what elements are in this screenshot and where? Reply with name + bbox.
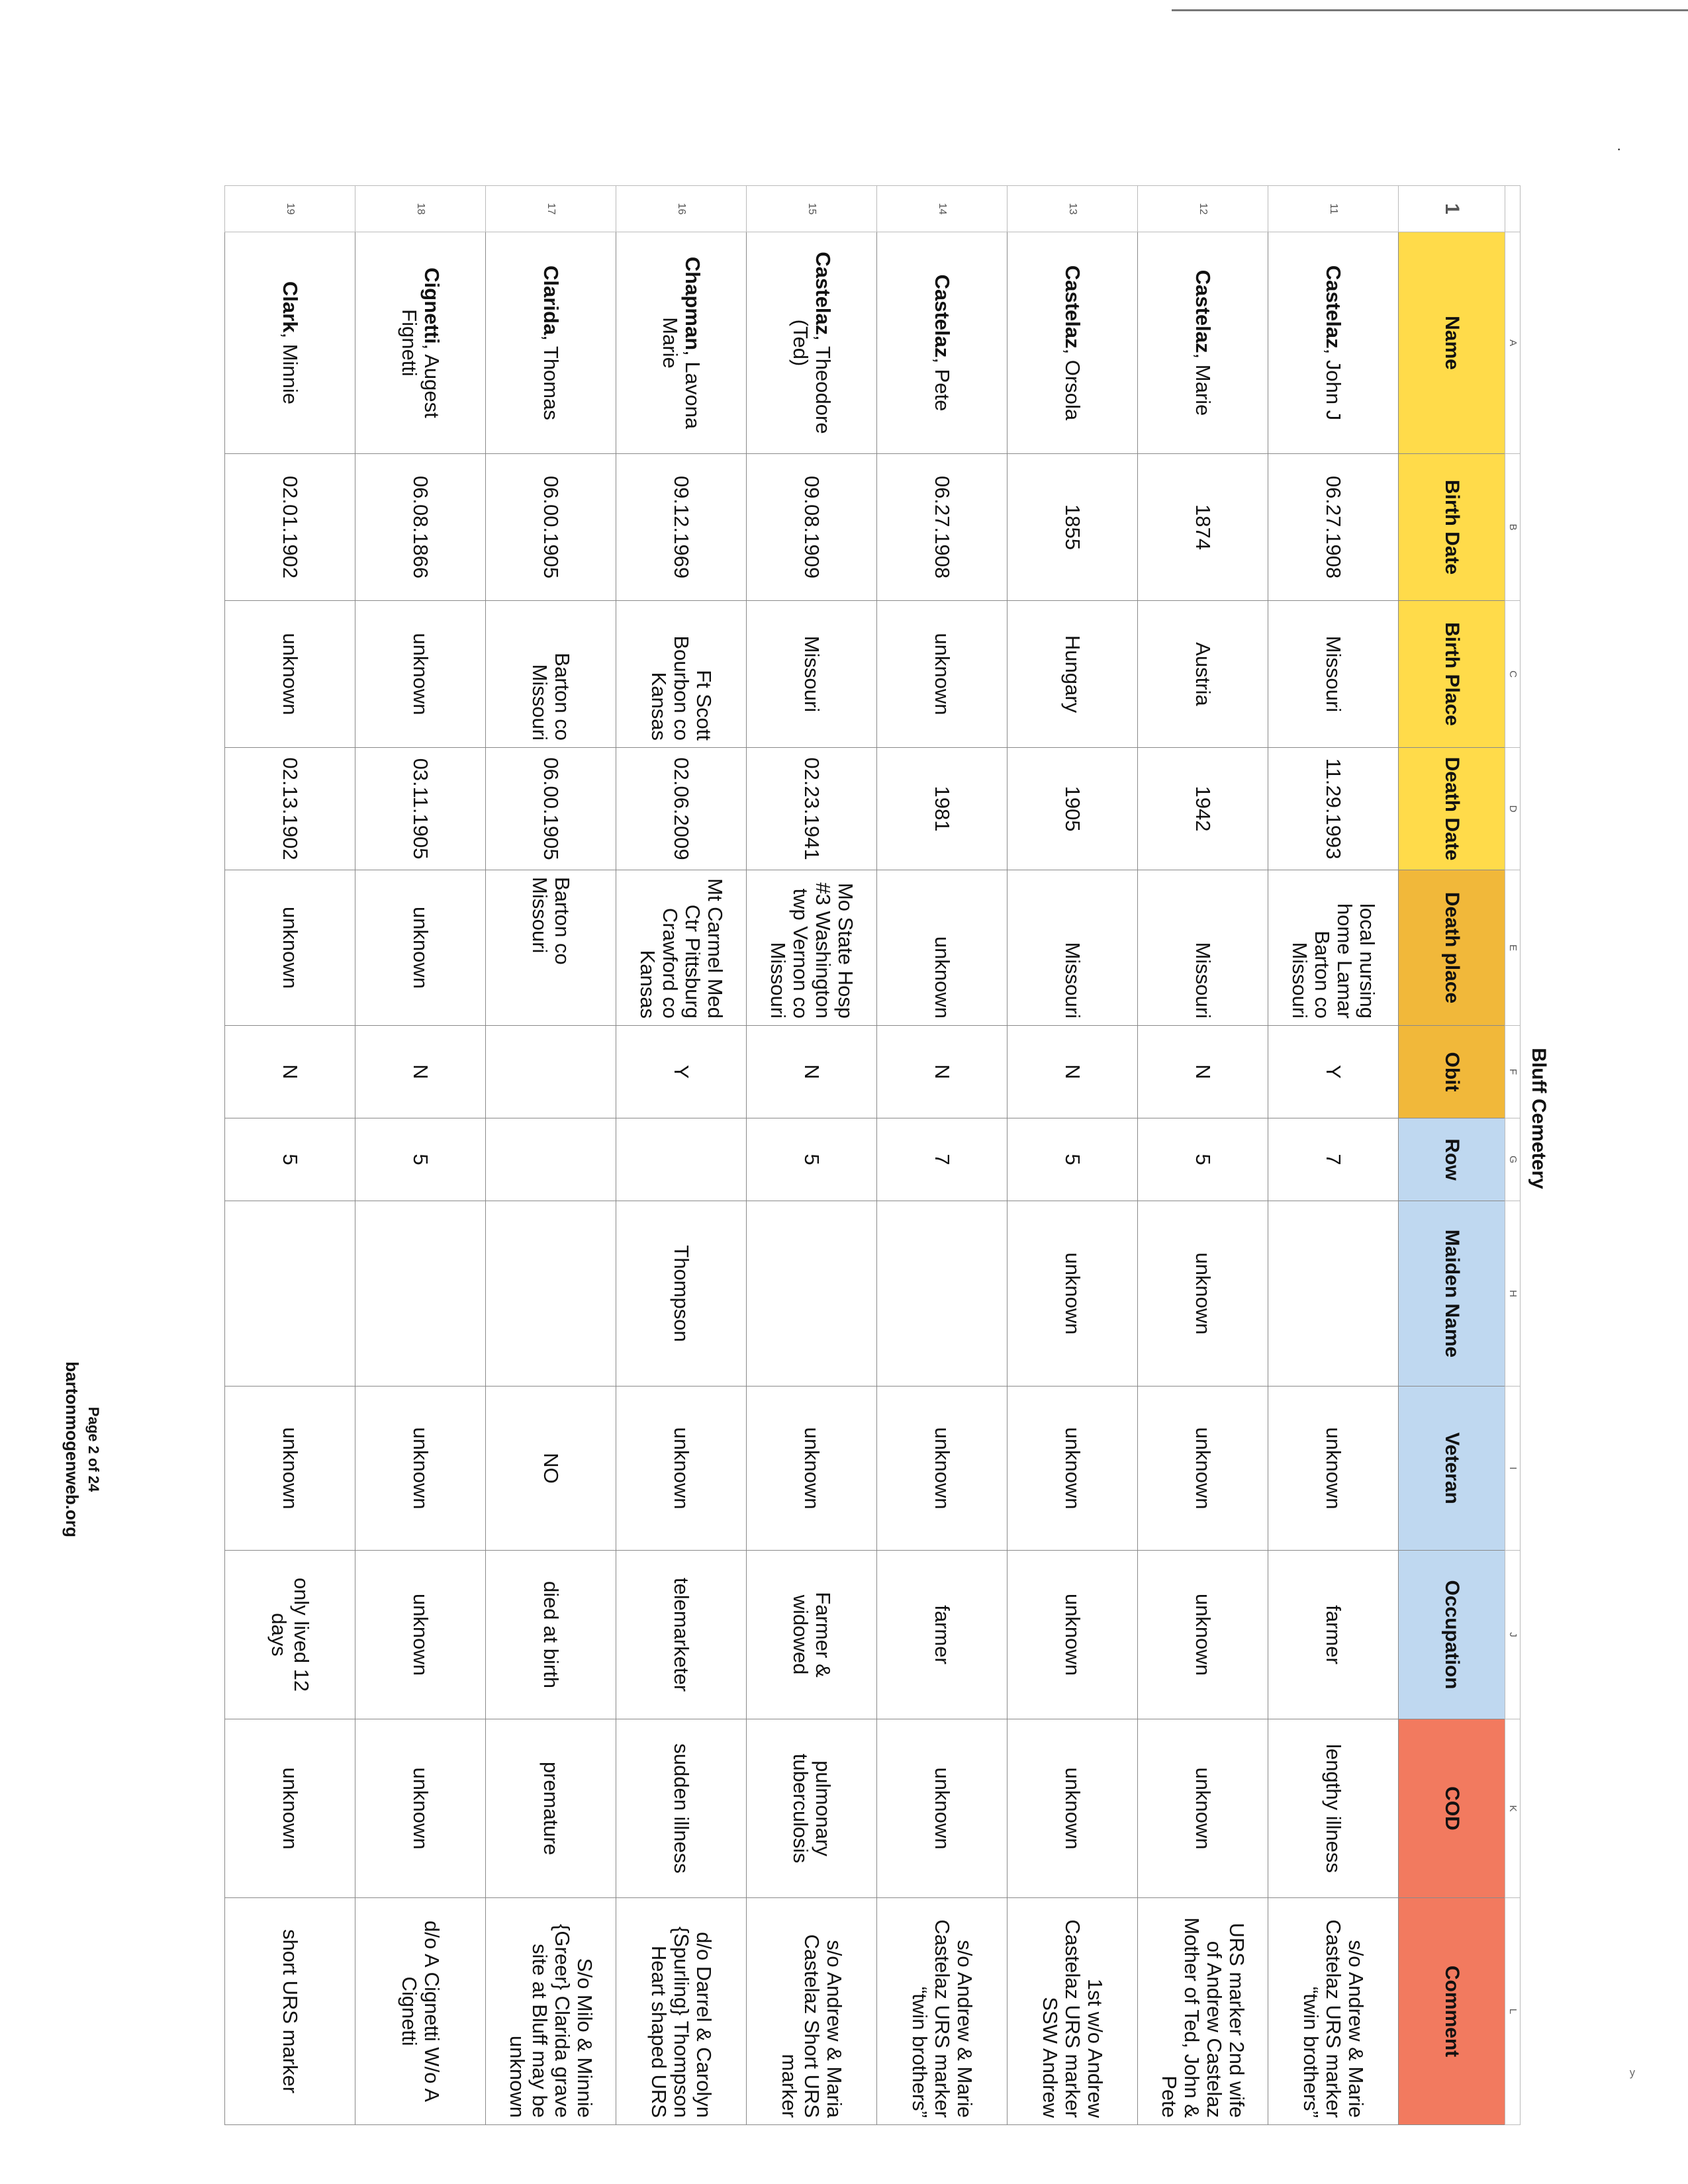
given-name: , Minnie [279,332,302,405]
comment-cell: s/o Andrew & Marie Castelaz URS marker “twin brothers” [1268,1898,1399,2125]
occupation-cell: Farmer & widowed [747,1551,877,1719]
birth-date-cell: 02.01.1902 [225,454,355,601]
birth-place-cell: unknown [355,601,486,748]
header-occupation: Occupation [1399,1551,1505,1719]
surname: Cignetti [420,267,444,344]
obit-cell: Y [616,1026,747,1118]
surname: Castelaz [1322,265,1345,349]
header-death-place: Death place [1399,870,1505,1026]
corner-cell [1505,186,1521,232]
veteran-cell: unknown [1008,1387,1138,1551]
column-letter: K [1505,1719,1521,1898]
given-name: , Marie [1192,353,1215,416]
column-letter: G [1505,1118,1521,1201]
occupation-cell: telemarketer [616,1551,747,1719]
column-letter: E [1505,870,1521,1026]
death-date-cell: 03.11.1905 [355,748,486,870]
cod-cell: unknown [1008,1719,1138,1898]
header-name: Name [1399,232,1505,454]
header-birth-date: Birth Date [1399,454,1505,601]
surname: Castelaz [1192,269,1215,353]
maiden-name-cell [1268,1201,1399,1387]
birth-place-cell: Missouri [747,601,877,748]
comment-cell: URS marker 2nd wife of Andrew Castelaz Mother of Ted, John & Pete [1138,1898,1268,2125]
death-place-cell: Mt Carmel Med Ctr Pittsburg Crawford co Kansas [616,870,747,1026]
occupation-cell: farmer [1268,1551,1399,1719]
column-letter: D [1505,748,1521,870]
surname: Chapman [681,256,704,351]
header-comment: Comment [1399,1898,1505,2125]
row-number: 13 [1008,186,1138,232]
veteran-cell: unknown [1268,1387,1399,1551]
maiden-name-cell [747,1201,877,1387]
rotated-spreadsheet-page [63,99,1559,2138]
death-date-cell: 1905 [1008,748,1138,870]
surname: Castelaz [931,274,954,358]
row-cell: 5 [225,1118,355,1201]
row-cell: 5 [747,1118,877,1201]
name-cell [616,232,747,454]
birth-place-cell: Ft Scott Bourbon co Kansas [616,601,747,748]
column-letter: F [1505,1026,1521,1118]
given-name: , Lavona Marie [659,317,704,430]
obit-cell [486,1026,616,1118]
row-number: 17 [486,186,616,232]
veteran-cell: unknown [616,1387,747,1551]
comment-cell: S/o Milo & Minnie {Greer} Clarida grave site at Bluff may be unknown [486,1898,616,2125]
header-obit: Obit [1399,1026,1505,1118]
veteran-cell: unknown [747,1387,877,1551]
header-cod: COD [1399,1719,1505,1898]
row-cell: 5 [1008,1118,1138,1201]
page-footer [62,1317,104,1582]
death-date-cell: 1981 [877,748,1008,870]
cod-cell: unknown [877,1719,1008,1898]
column-letter-row [1505,186,1521,2125]
occupation-cell: only lived 12 days [225,1551,355,1719]
name-cell [1138,232,1268,454]
cod-cell: premature [486,1719,616,1898]
name-cell [355,232,486,454]
comment-cell: s/o Andrew & Maria Castelaz Short URS marker [747,1898,877,2125]
birth-place-cell: unknown [225,601,355,748]
site-name: bartonmogenweb.org [62,1361,82,1537]
birth-date-cell: 1855 [1008,454,1138,601]
birth-date-cell: 09.08.1909 [747,454,877,601]
veteran-cell: unknown [877,1387,1008,1551]
death-place-cell: local nursing home Lamar Barton co Missouri [1268,870,1399,1026]
given-name: , Pete [931,357,954,412]
maiden-name-cell: unknown [1008,1201,1138,1387]
row-number: 1 [1399,186,1505,232]
name-cell [1268,232,1399,454]
row-cell: 7 [877,1118,1008,1201]
obit-cell: N [1008,1026,1138,1118]
death-date-cell: 1942 [1138,748,1268,870]
name-cell [1008,232,1138,454]
row-cell: 5 [355,1118,486,1201]
cod-cell: pulmonary tuberculosis [747,1719,877,1898]
death-date-cell: 06.00.1905 [486,748,616,870]
column-letter: A [1505,232,1521,454]
comment-cell: s/o Andrew & Marie Castelaz URS marker “twin brothers” [877,1898,1008,2125]
birth-place-cell: Barton co Missouri [486,601,616,748]
table-row [355,186,486,2125]
header-maiden-name: Maiden Name [1399,1201,1505,1387]
row-number: 18 [355,186,486,232]
given-name: , Theodore (Ted) [789,319,835,434]
column-letter: C [1505,601,1521,748]
name-cell [486,232,616,454]
death-place-cell: Missouri [1008,870,1138,1026]
sheet-title: Bluff Cemetery [1528,1048,1550,1189]
occupation-cell: died at birth [486,1551,616,1719]
row-cell [486,1118,616,1201]
birth-date-cell: 1874 [1138,454,1268,601]
page-number: Page 2 of 24 [85,1406,102,1492]
row-number: 14 [877,186,1008,232]
comment-cell: 1st w/o Andrew Castelaz URS marker SSW Andrew [1008,1898,1138,2125]
comment-cell: short URS marker [225,1898,355,2125]
header-row-col: Row [1399,1118,1505,1201]
veteran-cell: NO [486,1387,616,1551]
header-death-date: Death Date [1399,748,1505,870]
name-cell [225,232,355,454]
table-row [747,186,877,2125]
birth-place-cell: Missouri [1268,601,1399,748]
maiden-name-cell [877,1201,1008,1387]
column-letter: L [1505,1898,1521,2125]
row-cell [616,1118,747,1201]
surname: Castelaz [1061,265,1084,349]
maiden-name-cell: unknown [1138,1201,1268,1387]
surname: Castelaz [812,251,835,336]
table-row [1008,186,1138,2125]
table-row [1268,186,1399,2125]
death-place-cell: Barton co Missouri [486,870,616,1026]
cod-cell: unknown [1138,1719,1268,1898]
death-place-cell: unknown [355,870,486,1026]
birth-place-cell: Austria [1138,601,1268,748]
scan-corner-mark: ʸ [1630,2066,1635,2084]
scan-edge-line [1172,9,1688,11]
row-cell: 5 [1138,1118,1268,1201]
row-number: 11 [1268,186,1399,232]
table-row [877,186,1008,2125]
header-row [1399,186,1505,2125]
death-date-cell: 11.29.1993 [1268,748,1399,870]
veteran-cell: unknown [355,1387,486,1551]
row-number: 15 [747,186,877,232]
death-date-cell: 02.23.1941 [747,748,877,870]
death-place-cell: unknown [877,870,1008,1026]
obit-cell: N [225,1026,355,1118]
maiden-name-cell [486,1201,616,1387]
obit-cell: Y [1268,1026,1399,1118]
row-number: 19 [225,186,355,232]
occupation-cell: unknown [355,1551,486,1719]
death-place-cell: Mo State Hosp #3 Washington twp Vernon co Missouri [747,870,877,1026]
death-date-cell: 02.06.2009 [616,748,747,870]
name-cell [877,232,1008,454]
table-row [616,186,747,2125]
header-birth-place: Birth Place [1399,601,1505,748]
occupation-cell: unknown [1008,1551,1138,1719]
obit-cell: N [1138,1026,1268,1118]
birth-date-cell: 06.27.1908 [877,454,1008,601]
obit-cell: N [747,1026,877,1118]
occupation-cell: farmer [877,1551,1008,1719]
comment-cell: d/o A Cignetti W/o A Cignetti [355,1898,486,2125]
column-letter: I [1505,1387,1521,1551]
name-cell [747,232,877,454]
surname: Clarida [539,265,563,336]
column-letter: B [1505,454,1521,601]
occupation-cell: unknown [1138,1551,1268,1719]
given-name: , Orsola [1061,348,1084,421]
column-letter: J [1505,1551,1521,1719]
veteran-cell: unknown [225,1387,355,1551]
row-number: 16 [616,186,747,232]
comment-cell: d/o Darrel & Carolyn {Spurling} Thompson Heart shaped URS [616,1898,747,2125]
table-row [225,186,355,2125]
header-veteran: Veteran [1399,1387,1505,1551]
cemetery-table-container [224,185,1521,2124]
birth-date-cell: 06.27.1908 [1268,454,1399,601]
stray-mark: · [1617,140,1622,157]
table-row [486,186,616,2125]
birth-date-cell: 06.00.1905 [486,454,616,601]
birth-date-cell: 09.12.1969 [616,454,747,601]
cod-cell: sudden illness [616,1719,747,1898]
veteran-cell: unknown [1138,1387,1268,1551]
row-number: 12 [1138,186,1268,232]
maiden-name-cell: Thompson [616,1201,747,1387]
maiden-name-cell [355,1201,486,1387]
death-place-cell: unknown [225,870,355,1026]
cod-cell: unknown [225,1719,355,1898]
given-name: , Augest Fignetti [398,309,444,418]
row-cell: 7 [1268,1118,1399,1201]
birth-place-cell: unknown [877,601,1008,748]
cod-cell: unknown [355,1719,486,1898]
obit-cell: N [355,1026,486,1118]
birth-date-cell: 06.08.1866 [355,454,486,601]
cod-cell: lengthy illness [1268,1719,1399,1898]
cemetery-table [224,185,1521,2125]
birth-place-cell: Hungary [1008,601,1138,748]
maiden-name-cell [225,1201,355,1387]
surname: Clark [279,281,302,333]
given-name: , John J [1322,348,1345,421]
obit-cell: N [877,1026,1008,1118]
death-date-cell: 02.13.1902 [225,748,355,870]
death-place-cell: Missouri [1138,870,1268,1026]
table-row [1138,186,1268,2125]
column-letter: H [1505,1201,1521,1387]
given-name: , Thomas [539,335,563,420]
